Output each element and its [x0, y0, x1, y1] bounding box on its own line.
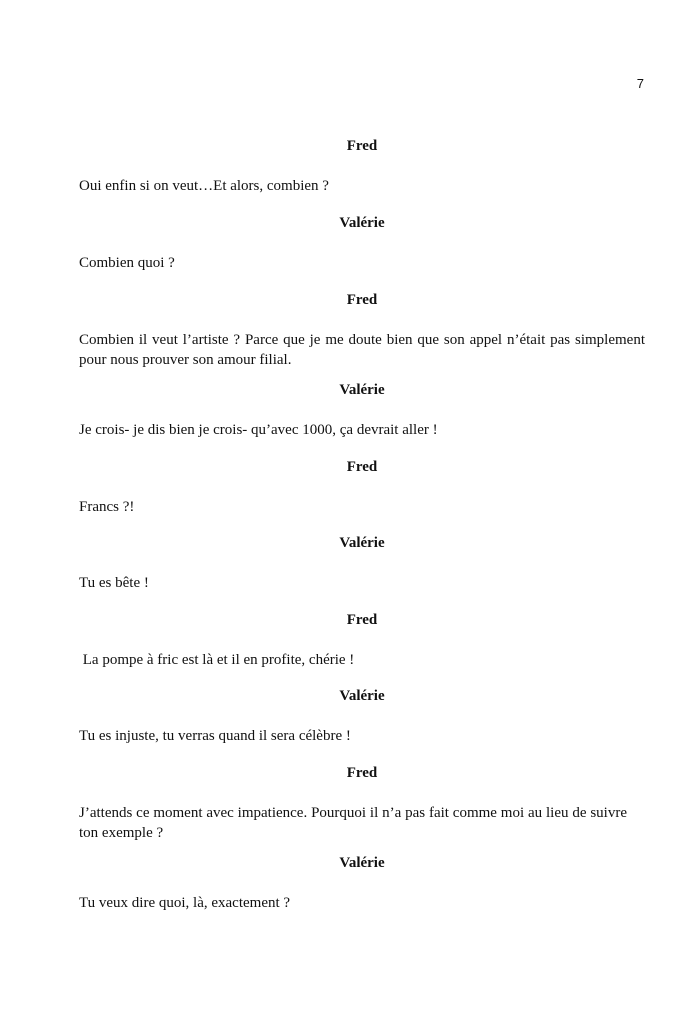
dialogue-line: Combien quoi ? — [79, 255, 175, 271]
dialogue-line: Tu es bête ! — [79, 575, 149, 591]
dialogue-line: Tu es injuste, tu verras quand il sera célèbre ! — [79, 728, 351, 744]
dialogue-line: La pompe à fric est là et il en profite, chérie ! — [79, 652, 355, 668]
speaker-name: Valérie — [339, 215, 385, 231]
dialogue-line: Tu veux dire quoi, là, exactement ? — [79, 895, 291, 911]
speaker-name: Valérie — [339, 688, 385, 704]
speaker-name: Valérie — [339, 535, 385, 551]
speaker-name: Fred — [346, 459, 378, 475]
speaker-name: Valérie — [339, 382, 385, 398]
dialogue-line: Francs ?! — [79, 499, 135, 515]
speaker-name: Valérie — [339, 855, 385, 871]
page-number: 7 — [636, 76, 644, 91]
speaker-name: Fred — [346, 292, 378, 308]
speaker-name: Fred — [346, 612, 378, 628]
speaker-name: Fred — [346, 765, 378, 781]
speaker-name: Fred — [346, 138, 378, 154]
dialogue-line: Oui enfin si on veut…Et alors, combien ? — [79, 178, 329, 194]
dialogue-line: J’attends ce moment avec impatience. Pourquoi il n’a pas fait comme moi au lieu de suivre ton exemple ? — [79, 805, 627, 841]
dialogue-line: Je crois- je dis bien je crois- qu’avec 1000, ça devrait aller ! — [79, 422, 438, 438]
dialogue-line: Combien il veut l’artiste ? Parce que je me doute bien que son appel n’était pas simplement pour nous prouver son amour filial. — [79, 332, 645, 368]
